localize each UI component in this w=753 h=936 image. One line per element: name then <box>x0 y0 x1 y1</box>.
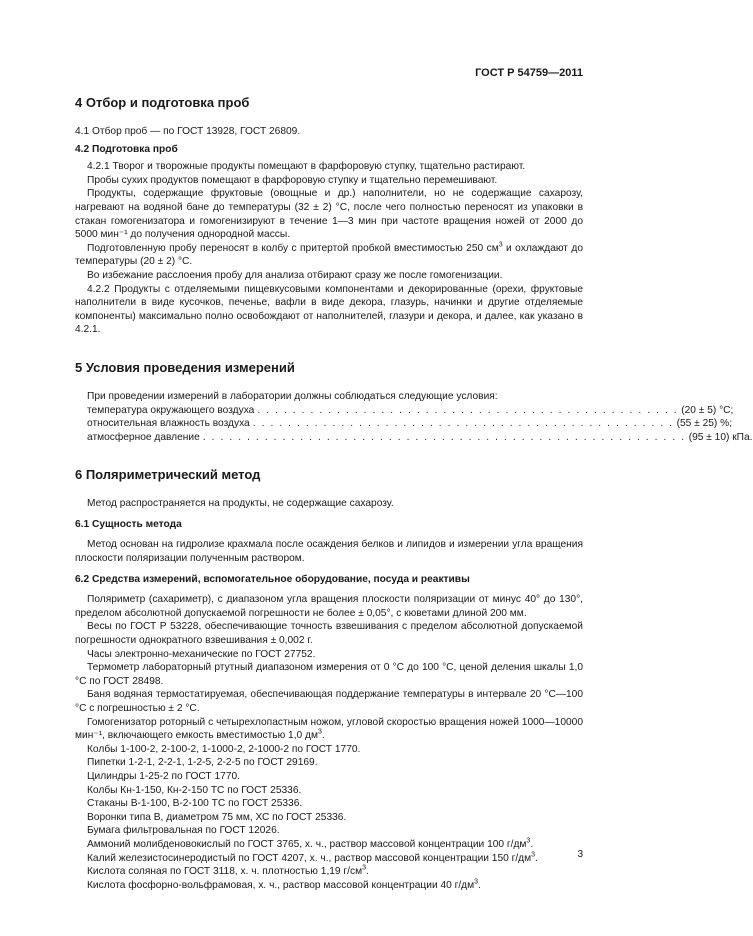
item-thermometer: Термометр лабораторный ртутный диапазоном измерения от 0 °С до 100 °С, ценой деления шкалы 1,0 °С по ГОСТ 28498. <box>75 662 583 687</box>
condition-row-temperature: температура окружающего воздуха . . . . . . . . . . . . . . . . . . . . . . . . . . . . . . . . . . . . . . . . . . . . . . . . (20 ± 5) °С; <box>87 404 734 416</box>
item-clock: Часы электронно-механические по ГОСТ 27752. <box>87 648 316 660</box>
document-header: ГОСТ Р 54759—2011 <box>475 67 583 79</box>
subsection-4-2-title: 4.2 Подготовка проб <box>75 143 178 155</box>
item-water-bath: Баня водяная термостатируемая, обеспечивающая поддержание температуры в интервале 20 °С—100 °С с погрешностью ± 2 °С. <box>75 689 583 714</box>
condition-row-humidity: относительная влажность воздуха . . . . . . . . . . . . . . . . . . . . . . . . . . . . . . . . . . . . . . . . . . . . . . . . (55 ± 25) %; <box>87 418 733 430</box>
item-cylinders: Цилиндры 1-25-2 по ГОСТ 1770. <box>87 770 240 782</box>
page-number: 3 <box>577 849 583 860</box>
paragraph-4-2-1-flask: Подготовленную пробу переносят в колбу с притертой пробкой вместимостью 250 $см^3$ и охлаждают до температуры (20 ± 2) °С. <box>75 241 583 268</box>
paragraph-6-1: Метод основан на гидролизе крахмала после осаждения белков и липидов и измерении угла вращения плоскости поляризации полученным раствором. <box>75 539 583 565</box>
section-5-title: 5 Условия проведения измерений <box>75 359 295 375</box>
paragraph-4-2-2: 4.2.2 Продукты с отделяемыми пищевкусовыми компонентами и декорированные (орехи, фруктовые наполнители в виде кусочков, печенье, вафли в виде декора, глазурь, начинки и другие отделяемые компоненты) максимально полно освобождают от наполнителей, глазури и декора, и далее, как указано в 4.2.1. <box>75 283 583 336</box>
item-flasks: Колбы 1-100-2, 2-100-2, 1-1000-2, 2-1000-2 по ГОСТ 1770. <box>87 743 361 755</box>
item-phosphotungstic-acid: Кислота фосфорно-вольфрамовая, х. ч., раствор массовой концентрации 40 $г/дм^3$. <box>87 878 481 891</box>
item-hydrochloric-acid: Кислота соляная по ГОСТ 3118, х. ч. плотностью 1,19 $г/см^3$. <box>87 864 369 878</box>
item-beakers: Стаканы В-1-100, В-2-100 ТС по ГОСТ 25336. <box>87 798 303 810</box>
subsection-6-1-title: 6.1 Сущность метода <box>75 518 182 530</box>
item-scales: Весы по ГОСТ Р 53228, обеспечивающие точность взвешивания с пределом абсолютной допускаемой погрешности однократного взвешивания ± 0,002 г. <box>75 621 583 647</box>
section-4-title: 4 Отбор и подготовка проб <box>75 95 250 110</box>
paragraph-4-1: 4.1 Отбор проб — по ГОСТ 13928, ГОСТ 26809. <box>75 126 301 137</box>
item-pipettes: Пипетки 1-2-1, 2-2-1, 1-2-5, 2-2-5 по ГОСТ 29169. <box>87 757 318 769</box>
paragraph-4-2-1-fruit: Продукты, содержащие фруктовые (овощные и др.) наполнители, но не содержащие сахарозу, нагревают на водяной бане до температуры (32 ± 2) °С, после чего полностью переносят из упаковки в стакан гомогенизатора и гомогенизируют в течение 1—3 мин при частоте вращения ножей от 2000 до 5000 мин⁻¹ до получения однородной массы. <box>75 188 583 241</box>
item-funnels: Воронки типа В, диаметром 75 мм, ХС по ГОСТ 25336. <box>87 811 347 823</box>
conditions-intro: При проведении измерений в лаборатории должны соблюдаться следующие условия: <box>87 390 498 402</box>
subsection-6-2-title: 6.2 Средства измерений, вспомогательное оборудование, посуда и реактивы <box>75 573 470 585</box>
paragraph-4-2-1: 4.2.1 Творог и творожные продукты помещают в фарфоровую ступку, тщательно растирают. <box>87 161 526 173</box>
paragraph-4-2-1-dry: Пробы сухих продуктов помещают в фарфоровую ступку и тщательно перемешивают. <box>87 174 498 186</box>
section-6-title: 6 Поляриметрический метод <box>75 467 261 483</box>
item-conical-flasks: Колбы Кн-1-150, Кн-2-150 ТС по ГОСТ 25336. <box>87 784 302 796</box>
paragraph-4-2-1-sampling: Во избежание расслоения пробу для анализа отбирают сразу же после гомогенизации. <box>87 269 503 281</box>
condition-row-pressure: атмосферное давление . . . . . . . . . . . . . . . . . . . . . . . . . . . . . . . . . . . . . . . . . . . . . . . . . . . . . . . (95 ± 10) кПа. <box>87 431 753 443</box>
item-polarimeter: Поляриметр (сахариметр), с диапазоном угла вращения плоскости поляризации от минус 40° до 130°, пределом абсолютной допускаемой погрешности не более ± 0,05°, с кюветами длиной 200 мм. <box>75 594 583 619</box>
method-intro: Метод распространяется на продукты, не содержащие сахарозу. <box>87 498 394 510</box>
page-content <box>75 93 753 892</box>
item-potassium-ferrocyanide: Калий железистосинеродистый по ГОСТ 4207, х. ч., раствор массовой концентрации 150 $г/дм^3$. <box>87 851 538 864</box>
item-ammonium-molybdate: Аммоний молибденовокислый по ГОСТ 3765, х. ч., раствор массовой концентрации 100 $г/дм^3$. <box>87 837 534 850</box>
item-homogenizer: Гомогенизатор роторный с четырехлопастным ножом, угловой скоростью вращения ножей 1000—10000 мин⁻¹, включающего емкость вместимостью 1,0 $дм^3$. <box>75 716 583 742</box>
item-filter-paper: Бумага фильтровальная по ГОСТ 12026. <box>87 825 280 837</box>
